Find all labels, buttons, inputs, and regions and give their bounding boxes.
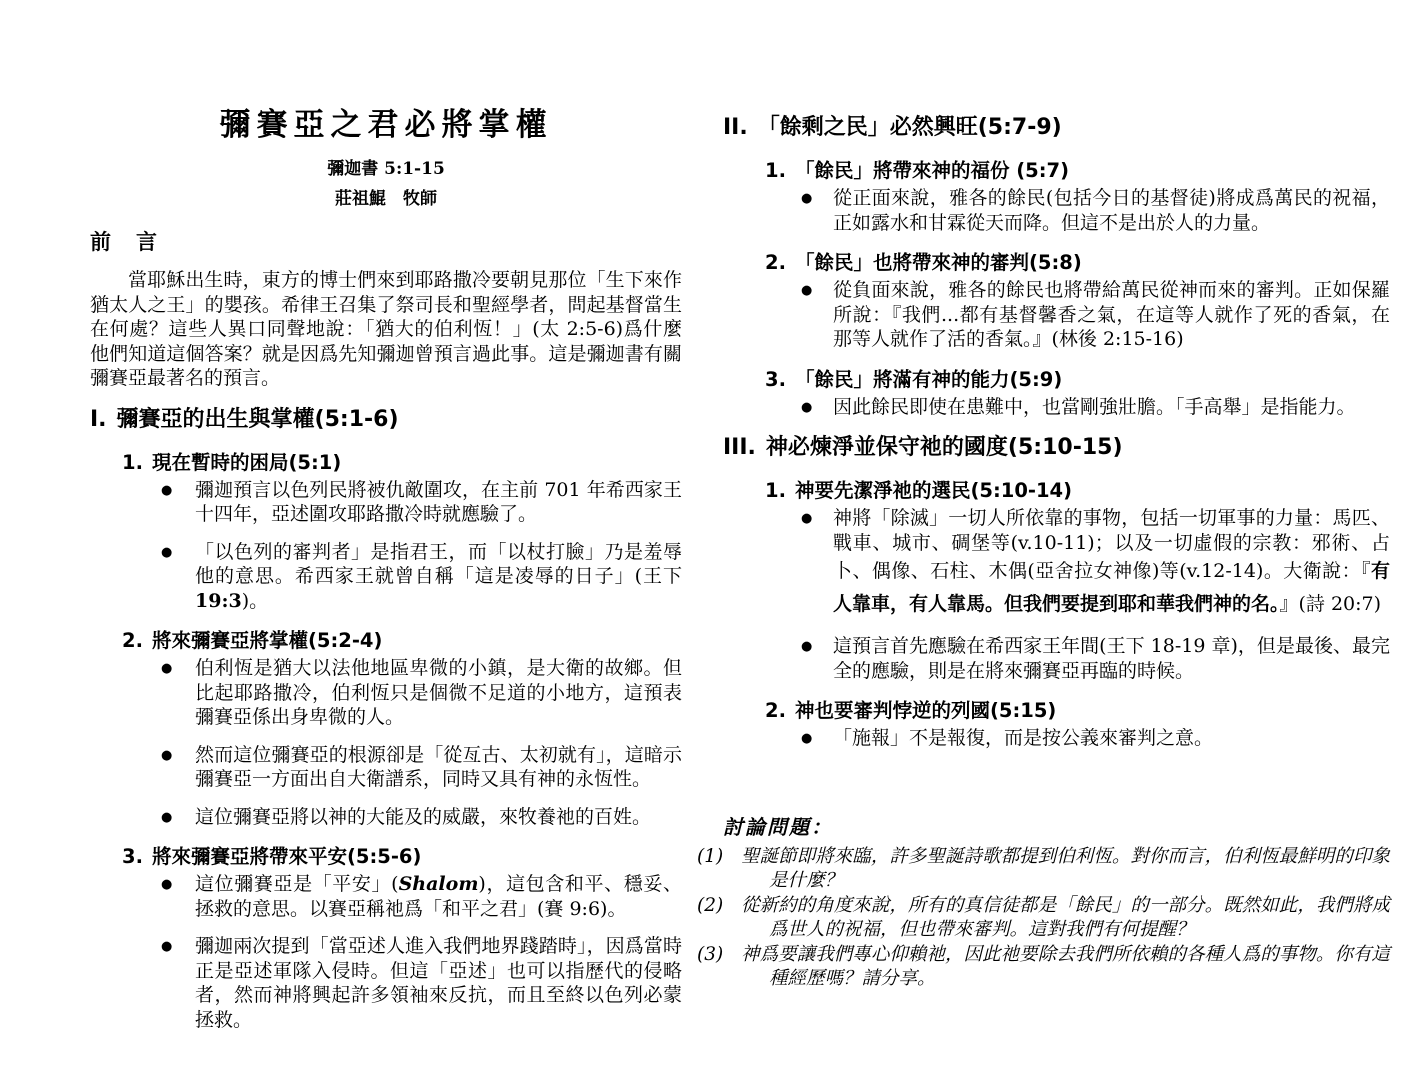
bullet-item <box>723 278 1390 352</box>
section-title: 「餘剩之民」必然興旺(5:7-9) <box>757 115 1062 140</box>
text-segment: )，這包含和平、穩妥、拯救的意思。以賽亞稱祂爲「和平之君」(賽 9:6)。 <box>195 873 682 920</box>
bullet-list <box>90 656 682 829</box>
subsection-title: 將來彌賽亞將帶來平安(5:5-6) <box>151 845 422 868</box>
bullet-item <box>723 634 1390 683</box>
bullet-list <box>90 872 682 1032</box>
subsection-title: 將來彌賽亞將掌權(5:2-4) <box>151 629 383 652</box>
subsection-title: 「餘民」也將帶來神的審判(5:8) <box>794 251 1082 274</box>
bullet-list <box>723 726 1390 751</box>
text-segment: 「施報」不是報復，而是按公義來審判之意。 <box>833 727 1214 749</box>
subsection-number: 1. <box>765 159 786 182</box>
bullet-item <box>723 506 1390 621</box>
text-segment: 這預言首先應驗在希西家王年間(王下 18-19 章)，但是最後、最完全的應驗，則是在將來彌賽亞再臨的時候。 <box>833 635 1390 682</box>
section-heading <box>723 112 1390 143</box>
text-segment: 神將「除滅」一切人所依靠的事物，包括一切軍事的力量：馬匹、戰車、城市、碉堡等(v.10-11)；以及一切虛假的宗教：邪術、占卜、偶像、石柱、木偶(亞舍拉女神像)等(v.12-14)。大衛說：『 <box>833 507 1390 582</box>
discussion-heading: 討論問題： <box>723 814 833 839</box>
outline-section <box>723 112 1390 419</box>
outline-subsection <box>90 843 682 1032</box>
bullet-icon: ● <box>801 511 813 526</box>
bullet-icon: ● <box>801 191 813 206</box>
discussion-item-text: 從新約的角度來說，所有的真信徒都是「餘民」的一部分。既然如此，我們將成爲世人的祝福，但也帶來審判。這對我們有何提醒？ <box>741 894 1390 940</box>
subsection-number: 3. <box>765 367 786 391</box>
preface-paragraph: 當耶穌出生時，東方的博士們來到耶路撒冷要朝見那位「生下來作猶太人之王」的嬰孩。希律王召集了祭司長和聖經學者，問起基督當生在何處？這些人異口同聲地說：「猶大的伯利恆！」(太 2:5-6)爲什麼他們知道這個答案？就是因爲先知彌迦曾預言過此事。這是彌迦書有關彌賽亞最著名的預言。 <box>90 269 682 389</box>
text-segment: 彌迦預言以色列民將被仇敵圍攻，在主前 701 年希西家王十四年，亞述圍攻耶路撒冷時就應驗了。 <box>195 478 682 525</box>
bullet-icon: ● <box>161 482 173 498</box>
section-title: 彌賽亞的出生與掌權(5:1-6) <box>116 406 399 432</box>
text-segment: 從正面來說，雅各的餘民(包括今日的基督徒)將成爲萬民的祝福，正如露水和甘霖從天而降。但這不是出於人的力量。 <box>833 187 1390 234</box>
bullet-icon: ● <box>161 809 173 825</box>
page-title: 彌賽亞之君必將掌權 <box>219 107 553 143</box>
outline-subsection <box>723 157 1390 235</box>
right-column <box>697 0 1390 992</box>
bullet-item <box>90 743 682 792</box>
discussion-item: (3) 神爲要讓我們專心仰賴祂，因此祂要除去我們所依賴的各種人爲的事物。你有這種經歷嗎？請分享。 <box>697 943 1390 989</box>
bullet-item <box>90 934 682 1032</box>
text-segment: 』(詩 20:7) <box>1279 593 1382 615</box>
right-sections-container <box>723 112 1390 751</box>
outline-subsection <box>90 627 682 829</box>
subsection-title: 「餘民」將滿有神的能力(5:9) <box>794 367 1063 391</box>
subsection-number: 1. <box>122 450 143 474</box>
scripture-reference: 彌迦書 5:1-15 <box>327 159 445 179</box>
outline-section <box>723 432 1390 751</box>
bullet-list <box>723 278 1390 352</box>
text-segment: 伯利恆是猶大以法他地區卑微的小鎮，是大衛的故鄉。但比起耶路撒冷，伯利恆只是個微不足道的小地方，這預表彌賽亞係出身卑微的人。 <box>195 657 682 728</box>
bullet-icon: ● <box>801 399 813 415</box>
subsection-heading <box>122 449 682 476</box>
bullet-list <box>723 186 1390 235</box>
subsection-title: 現在暫時的困局(5:1) <box>151 450 342 474</box>
section-heading <box>90 404 682 435</box>
discussion-items <box>697 845 1390 992</box>
preface-heading: 前 言 <box>90 229 159 254</box>
bullet-item <box>90 872 682 921</box>
bullet-item <box>90 805 682 830</box>
subsection-heading <box>765 366 1390 393</box>
outline-subsection <box>90 449 682 614</box>
subsection-number: 2. <box>765 699 786 722</box>
bullet-list <box>90 478 682 614</box>
bullet-icon: ● <box>161 544 173 560</box>
text-segment: 這位彌賽亞是「平安」( <box>195 873 399 895</box>
subsection-heading <box>765 477 1390 504</box>
text-segment: 從負面來說，雅各的餘民也將帶給萬民從神而來的審判。正如保羅所說：『我們...都有基督馨香之氣，在這等人就作了死的香氣，在那等人就作了活的香氣。』(林後 2:15-16) <box>833 279 1390 350</box>
left-sections-container <box>90 404 682 1033</box>
subsection-number: 3. <box>122 845 143 868</box>
bullet-item <box>90 656 682 730</box>
subsection-title: 神也要審判悖逆的列國(5:15) <box>794 699 1057 722</box>
text-segment: 因此餘民即使在患難中，也當剛強壯膽。「手高舉」是指能力。 <box>833 395 1356 418</box>
section-title: 神必煉淨並保守祂的國度(5:10-15) <box>765 435 1123 460</box>
discussion-item-text: 神爲要讓我們專心仰賴祂，因此祂要除去我們所依賴的各種人爲的事物。你有這種經歷嗎？請分享。 <box>741 943 1390 989</box>
subsection-number: 2. <box>122 629 143 652</box>
outline-section <box>90 404 682 1033</box>
subsection-heading <box>122 843 682 870</box>
section-heading <box>723 432 1390 463</box>
outline-subsection <box>723 249 1390 352</box>
subsection-title: 「餘民」將帶來神的福份 (5:7) <box>794 159 1070 182</box>
left-column <box>90 0 682 1045</box>
bullet-list <box>723 395 1390 420</box>
bullet-icon: ● <box>161 661 173 676</box>
subsection-heading <box>765 697 1390 724</box>
section-number: I. <box>90 406 107 432</box>
outline-subsection <box>723 366 1390 420</box>
subsection-title: 神要先潔淨祂的選民(5:10-14) <box>794 479 1073 502</box>
text-segment: 19:3 <box>195 589 242 612</box>
section-number: II. <box>723 115 748 140</box>
discussion-section <box>697 813 1390 992</box>
outline-subsection <box>723 477 1390 683</box>
bullet-item <box>723 395 1390 420</box>
bullet-icon: ● <box>161 939 173 954</box>
bullet-icon: ● <box>161 877 173 892</box>
outline-subsection <box>723 697 1390 751</box>
text-segment: Shalom <box>398 873 479 895</box>
text-segment: 彌迦兩次提到「當亞述人進入我們地界踐踏時」，因爲當時正是亞述軍隊入侵時。但這「亞述」也可以指歷代的侵略者，然而神將興起許多領袖來反抗，而且至終以色列必蒙拯救。 <box>195 935 682 1031</box>
text-segment: 「以色列的審判者」是指君王，而「以杖打臉」乃是羞辱他的意思。希西家王就曾自稱「這是凌辱的日子」(王下 <box>195 540 682 587</box>
subsection-number: 1. <box>765 479 786 502</box>
discussion-item: (2) 從新約的角度來說，所有的真信徒都是「餘民」的一部分。既然如此，我們將成爲世人的祝福，但也帶來審判。這對我們有何提醒？ <box>697 894 1390 940</box>
text-segment: 有人靠車，有人靠馬。但我們要提到耶和華我們神的名。 <box>833 560 1390 615</box>
bullet-icon: ● <box>161 747 173 763</box>
bullet-item <box>90 540 682 614</box>
bullet-item <box>90 478 682 527</box>
bullet-icon: ● <box>801 639 813 654</box>
text-segment: 這位彌賽亞將以神的大能及的威嚴，來牧養祂的百姓。 <box>195 805 652 828</box>
discussion-item: (1) 聖誕節即將來臨，許多聖誕詩歌都提到伯利恆。對你而言，伯利恆最鮮明的印象是什麼？ <box>697 845 1390 891</box>
author-name: 莊祖鯤 牧師 <box>335 189 437 209</box>
text-segment: )。 <box>241 589 269 612</box>
bullet-item <box>723 186 1390 235</box>
bullet-list <box>723 506 1390 683</box>
bullet-icon: ● <box>801 283 813 298</box>
discussion-item-text: 聖誕節即將來臨，許多聖誕詩歌都提到伯利恆。對你而言，伯利恆最鮮明的印象是什麼？ <box>741 845 1390 891</box>
bullet-item <box>723 726 1390 751</box>
bullet-icon: ● <box>801 731 813 746</box>
subsection-heading <box>765 249 1390 276</box>
subsection-heading <box>765 157 1390 184</box>
section-number: III. <box>723 435 756 460</box>
subsection-heading <box>122 627 682 654</box>
subsection-number: 2. <box>765 251 786 274</box>
text-segment: 然而這位彌賽亞的根源卻是「從亙古、太初就有」，這暗示彌賽亞一方面出自大衛譜系，同時又具有神的永恆性。 <box>195 743 682 790</box>
